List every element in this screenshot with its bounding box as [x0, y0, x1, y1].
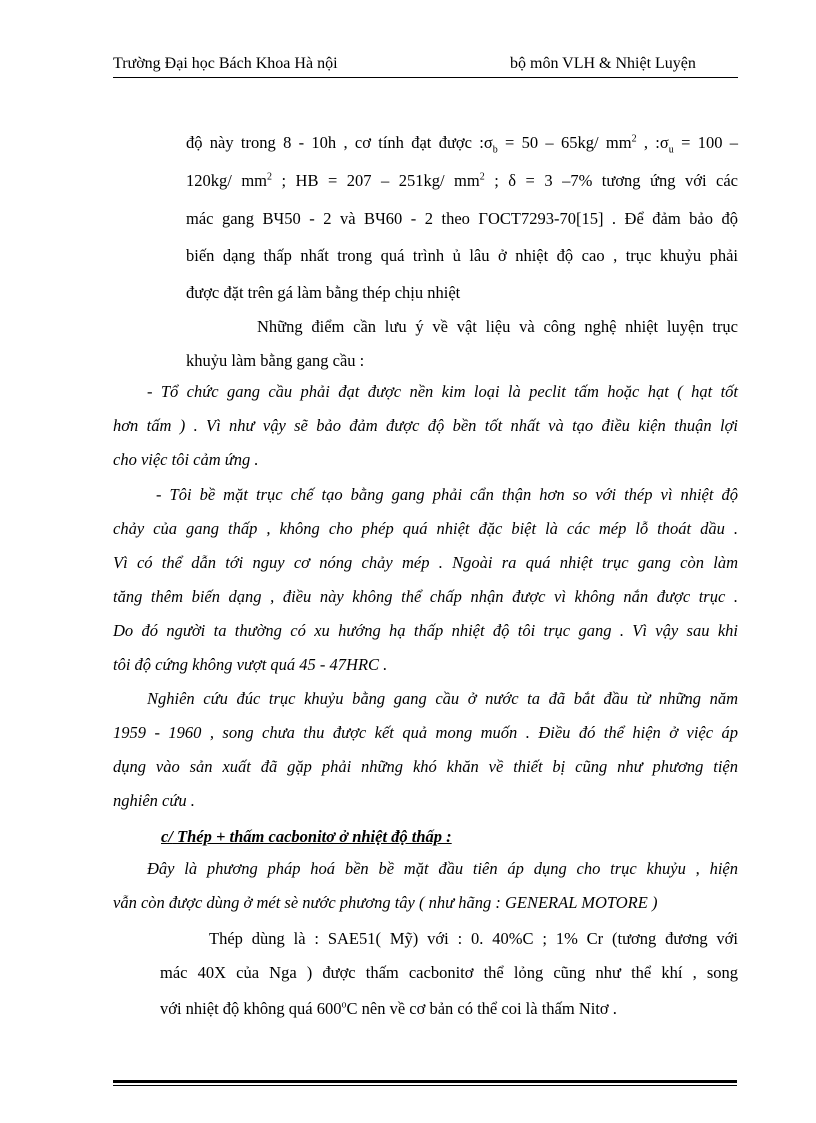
text-line: Đây là phương pháp hoá bền bề mặt đầu tiên áp dụng cho trục khuỷu , hiện: [147, 859, 738, 878]
text-line: vẫn còn được dùng ở mét sè nước phương tây ( như hãng : GENERAL MOTORE ): [113, 893, 658, 912]
text-line: mác gang BЧ50 - 2 và BЧ60 - 2 theo ГOCT7293-70[15] . Để đảm bảo độ: [186, 209, 738, 228]
text-line: - Tôi bề mặt trục chế tạo bằng gang phải cẩn thận hơn so với thép vì nhiệt độ: [156, 485, 738, 504]
text-line: mác 40X của Nga ) được thấm cacbonitơ thể lỏng cũng như thể khí , song: [160, 963, 738, 982]
header-university: Trường Đại học Bách Khoa Hà nội: [113, 55, 338, 72]
text-line: độ này trong 8 - 10h , cơ tính đạt được $:\sigma_b = 50 - 65kg/$ $mm^2$ , $:\sigma_u = 100$ –: [186, 133, 738, 156]
footer-rule-thin: [113, 1085, 737, 1086]
footer-rule-thick: [113, 1080, 737, 1083]
text-line: 1959 - 1960 , song chưa thu được kết quả mong muốn . Điều đó thể hiện ở việc áp: [113, 723, 738, 742]
text-line: tăng thêm biến dạng , điều này không thể chấp nhận được vì không nắn được trục .: [113, 587, 738, 606]
text-line: dụng vào sản xuất đã gặp phải những khó khăn về thiết bị cũng như phương tiện: [113, 757, 738, 776]
header-department: bộ môn VLH & Nhiệt Luyện: [510, 55, 696, 72]
text-line: với nhiệt độ không quá 600$^o$C nên về cơ bản có thể coi là thấm Nitơ .: [160, 999, 617, 1018]
header-rule: [113, 77, 738, 78]
page-header: [113, 55, 738, 79]
text-line: biến dạng thấp nhất trong quá trình ủ lâu ở nhiệt độ cao , trục khuỷu phải: [186, 246, 738, 265]
text-line: Nghiên cứu đúc trục khuỷu bằng gang cầu ở nước ta đã bắt đầu từ những năm: [147, 689, 738, 708]
text-line: nghiên cứu .: [113, 791, 195, 810]
text-line: khuỷu làm bằng gang cầu :: [186, 351, 365, 370]
text-line: Vì có thể dẫn tới nguy cơ nóng chảy mép . Ngoài ra quá nhiệt trục gang còn làm: [113, 553, 738, 572]
section-heading: c/ Thép + thấm cacbonitơ ở nhiệt độ thấp :: [161, 827, 452, 846]
text-line: được đặt trên gá làm bằng thép chịu nhiệt: [186, 283, 461, 302]
text-line: hơn tấm ) . Vì như vậy sẽ bảo đảm được độ bền tốt nhất và tạo điều kiện thuận lợi: [113, 416, 738, 435]
text-line: tôi độ cứng không vượt quá 45 - 47HRC .: [113, 655, 388, 674]
text-line: - Tổ chức gang cầu phải đạt được nền kim loại là peclit tấm hoặc hạt ( hạt tốt: [147, 382, 738, 401]
text-line: Những điểm cần lưu ý về vật liệu và công nghệ nhiệt luyện trục: [257, 317, 738, 336]
text-line: 120kg/ $mm^2$ ; HB = 207 – 251kg/ $mm^2$ ; δ = 3 –7% tương ứng với các: [186, 171, 738, 190]
text-line: cho việc tôi cảm ứng .: [113, 450, 259, 469]
text-line: Thép dùng là : SAE51( Mỹ) với : 0. 40%C ; 1% Cr (tương đương với: [209, 929, 738, 948]
text-line: Do đó người ta thường có xu hướng hạ thấp nhiệt độ tôi trục gang . Vì vậy sau khi: [113, 621, 738, 640]
text-line: chảy của gang thấp , không cho phép quá nhiệt đặc biệt là các mép lỗ thoát dầu .: [113, 519, 738, 538]
